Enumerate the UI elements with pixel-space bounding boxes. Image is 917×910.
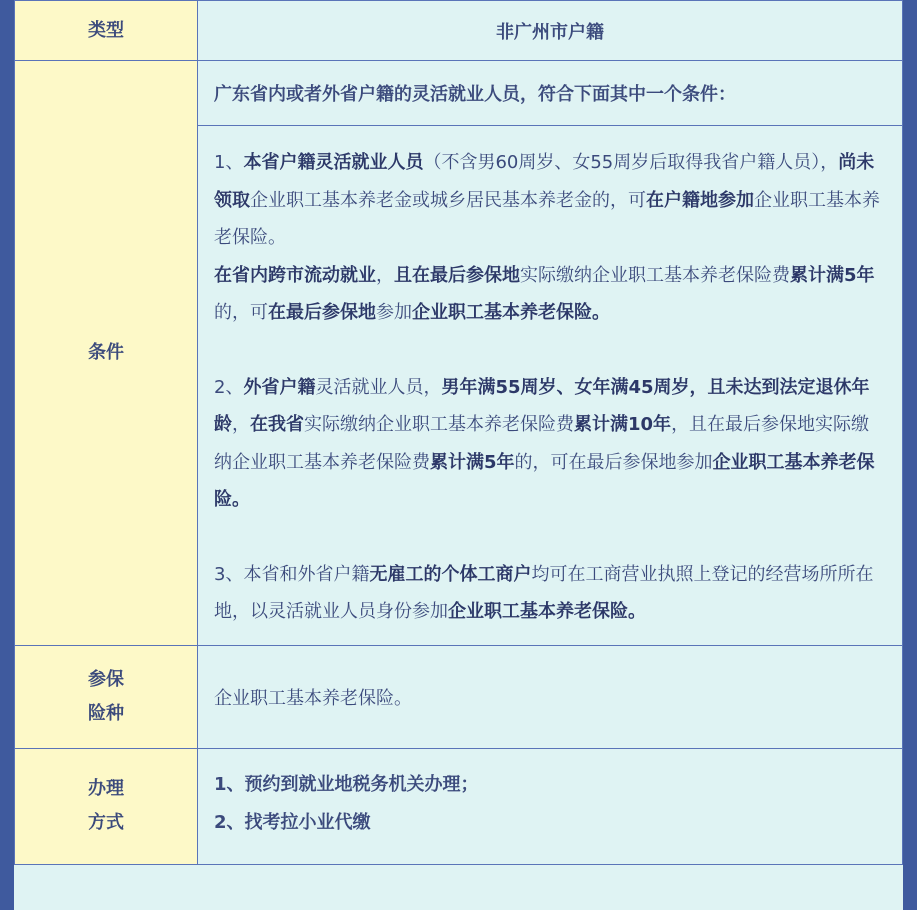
emphasis: 累计满5年 (790, 264, 875, 286)
text: ， (232, 414, 250, 435)
condition-item-1 (214, 144, 886, 257)
condition-intro: 广东省内或者外省户籍的灵活就业人员，符合下面其中一个条件： (198, 61, 903, 126)
text: ， (376, 264, 394, 286)
text: 的，可 (214, 302, 268, 323)
text: 参加 (376, 302, 412, 323)
process-label-line1: 办理 (88, 778, 124, 799)
condition-details (198, 126, 903, 646)
item-number: 1、 (214, 152, 244, 173)
text: 3、本省和外省户籍 (214, 563, 370, 585)
process-step-1: 1、预约到就业地税务机关办理； (214, 773, 479, 795)
emphasis: 企业职工基本养老保险。 (412, 302, 610, 323)
emphasis: 男年满55周岁、女年满45周岁，且未达到法定退休年龄 (214, 376, 870, 435)
condition-item-2 (214, 369, 886, 519)
text: 实际缴纳企业职工基本养老保险费 (304, 414, 574, 435)
process-label-line2: 方式 (88, 812, 124, 833)
policy-table-frame (14, 0, 903, 910)
process-label (15, 748, 198, 864)
header-row (15, 1, 903, 61)
emphasis: 本省户籍灵活就业人员 (243, 152, 424, 173)
text: 的，可在最后参保地参加 (514, 451, 713, 473)
condition-item-1-extra (214, 257, 886, 332)
emphasis: 无雇工的个体工商户 (369, 563, 532, 585)
item-number: 2、 (214, 376, 244, 398)
emphasis: 且在最后参保地 (394, 264, 520, 286)
paragraph-spacer (214, 519, 886, 556)
type-label: 类型 (15, 1, 198, 61)
text: 企业职工基本养老金或城乡居民基本养老金的，可 (250, 189, 646, 211)
text: （不含男60周岁、女55周岁后取得我省户籍人员）， (423, 152, 839, 173)
policy-table (14, 0, 903, 865)
emphasis: 在最后参保地 (268, 302, 376, 323)
insurance-value: 企业职工基本养老保险。 (198, 645, 903, 748)
insurance-row (15, 645, 903, 748)
emphasis: 企业职工基本养老保险。 (214, 451, 875, 510)
insurance-label-line1: 参保 (88, 668, 124, 690)
emphasis: 累计满5年 (430, 451, 515, 473)
paragraph-spacer (214, 332, 886, 369)
condition-intro-row (15, 61, 903, 126)
emphasis: 企业职工基本养老保险。 (448, 601, 646, 622)
emphasis: 在户籍地参加 (646, 189, 754, 211)
condition-label: 条件 (15, 61, 198, 646)
insurance-label (15, 645, 198, 748)
condition-item-3 (214, 556, 886, 631)
process-row (15, 748, 903, 864)
emphasis: 尚未领取 (214, 152, 875, 211)
text: 实际缴纳企业职工基本养老保险费 (520, 264, 790, 286)
text: 企业职工基本养老保险。 (214, 189, 880, 248)
text: 均可在工商营业执照上登记的经营场所所在地，以灵活就业人员身份参加 (214, 563, 874, 622)
text: 灵活就业人员， (315, 376, 442, 398)
emphasis: 累计满10年 (574, 414, 672, 435)
process-steps (198, 748, 903, 864)
text: ，且在最后参保地实际缴纳企业职工基本养老保险费 (214, 414, 870, 473)
process-step-2: 2、找考拉小业代缴 (214, 811, 371, 833)
category-title: 非广州市户籍 (198, 1, 903, 61)
emphasis: 在省内跨市流动就业 (214, 264, 376, 286)
emphasis: 外省户籍 (243, 376, 316, 398)
insurance-label-line2: 险种 (88, 702, 124, 724)
emphasis: 在我省 (250, 414, 304, 435)
